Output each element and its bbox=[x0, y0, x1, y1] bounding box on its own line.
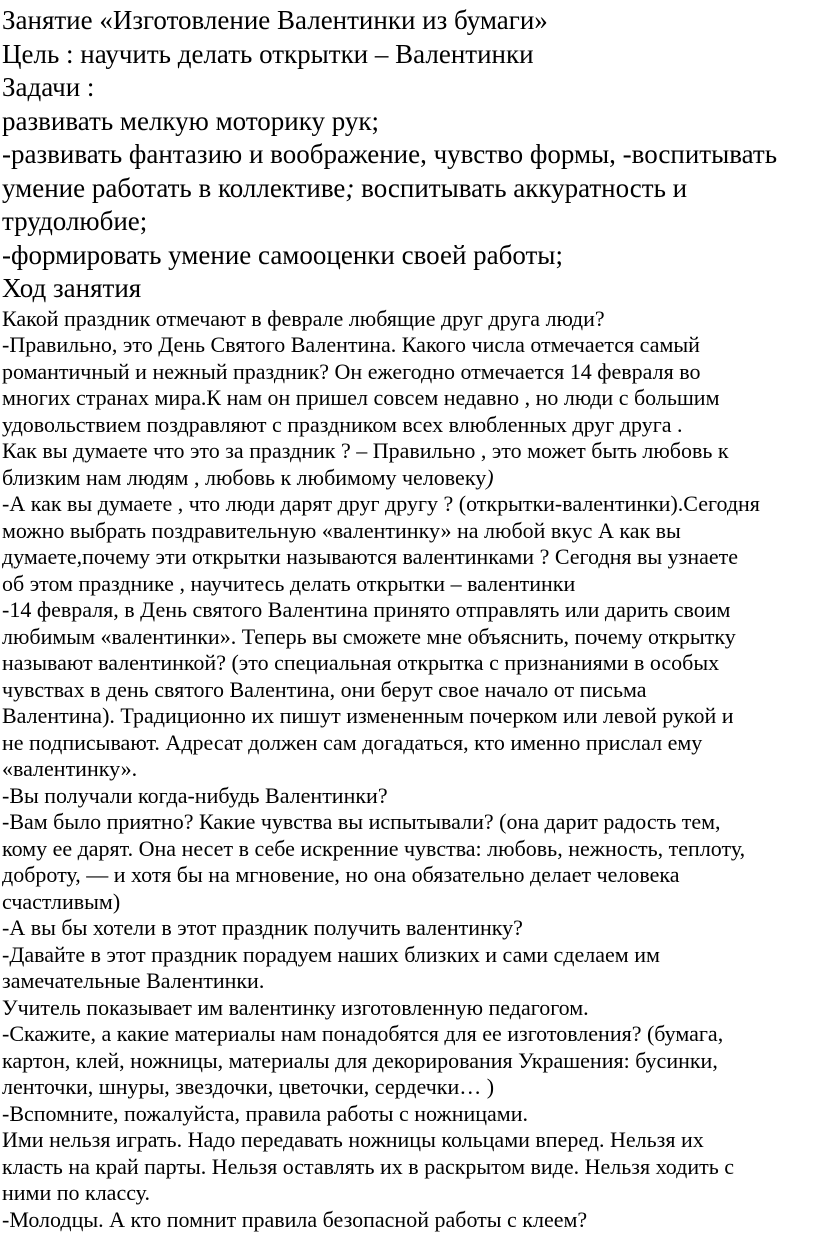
body-line: удовольствием поздравляют с праздником всех влюбленных друг друга . bbox=[2, 411, 683, 437]
task-item-separator: ; bbox=[345, 172, 362, 203]
body-line: -Вспомните, пожалуйста, правила работы с ножницами. bbox=[2, 1100, 528, 1126]
body-line: класть на край парты. Нельзя оставлять их в раскрытом виде. Нельзя ходить с bbox=[2, 1153, 735, 1179]
body-line: называют валентинкой? (это специальная открытка с признаниями в особых bbox=[2, 650, 720, 675]
body-line: чувствах в день святого Валентина, они берут свое начало от письма bbox=[2, 676, 647, 702]
body-line: -Вы получали когда-нибудь Валентинки? bbox=[2, 782, 388, 808]
body-line: Валентина). Традиционно их пишут измененным почерком или левой рукой и bbox=[2, 703, 734, 728]
body-line-text: близким нам людям , любовь к любимому человеку bbox=[2, 464, 487, 490]
body-line bbox=[2, 465, 816, 492]
body-line: любимым «валентинки». Теперь вы сможете мне объяснить, почему открытку bbox=[2, 623, 736, 649]
body-line: об этом празднике , научитесь делать открытки – валентинки bbox=[2, 570, 576, 596]
progress-heading: Ход занятия bbox=[2, 273, 142, 303]
lesson-title: Занятие «Изготовление Валентинки из бумаги» bbox=[2, 5, 548, 35]
body-line: -А вы бы хотели в этот праздник получить валентинку? bbox=[2, 915, 523, 940]
body-line: -Скажите, а какие материалы нам понадобятся для ее изготовления? (бумага, bbox=[2, 1021, 724, 1046]
body-line: Учитель показывает им валентинку изготовленную педагогом. bbox=[2, 994, 589, 1020]
body-line: «валентинку». bbox=[2, 756, 138, 781]
body-line: -14 февраля, в День святого Валентина принято отправлять или дарить своим bbox=[2, 597, 731, 622]
task-item-text: воспитывать аккуратность и bbox=[361, 172, 688, 203]
body-line: романтичный и нежный праздник? Он ежегодно отмечается 14 февраля во bbox=[2, 358, 701, 384]
body-line: счастливым) bbox=[2, 888, 121, 914]
body-line: Ими нельзя играть. Надо передавать ножницы кольцами вперед. Нельзя их bbox=[2, 1127, 704, 1152]
body-line: думаете,почему эти открытки называются валентинками ? Сегодня вы узнаете bbox=[2, 544, 739, 569]
body-line: -Правильно, это День Святого Валентина. Какого числа отмечается самый bbox=[2, 332, 700, 357]
body-line: Какой праздник отмечают в феврале любящие друг друга люди? bbox=[2, 305, 605, 331]
body-line: Как вы думаете что это за праздник ? – Правильно , это может быть любовь к bbox=[2, 438, 729, 463]
body-line: многих странах мира.К нам он пришел совсем недавно , но люди с большим bbox=[2, 385, 720, 410]
body-line: можно выбрать поздравительную «валентинку» на любой вкус А как вы bbox=[2, 517, 681, 543]
body-line: кому ее дарят. Она несет в себе искренние чувства: любовь, нежность, теплоту, bbox=[2, 835, 746, 861]
body-line: -Вам было приятно? Какие чувства вы испытывали? (она дарит радость тем, bbox=[2, 809, 721, 834]
task-item: развивать мелкую моторику рук; bbox=[2, 105, 379, 136]
task-item: -формировать умение самооценки своей работы; bbox=[2, 239, 563, 270]
body-line: -Молодцы. А кто помнит правила безопасной работы с клеем? bbox=[2, 1206, 588, 1232]
body-line: картон, клей, ножницы, материалы для декорирования Украшения: бусинки, bbox=[2, 1047, 718, 1073]
body-line: -А как вы думаете , что люди дарят друг другу ? (открытки-валентинки).Сегодня bbox=[2, 491, 760, 516]
lesson-body bbox=[2, 306, 816, 1234]
body-line: -Давайте в этот праздник порадуем наших близких и сами сделаем им bbox=[2, 941, 660, 967]
task-item-text: умение работать в коллективе bbox=[2, 172, 346, 203]
body-line: ленточки, шнуры, звездочки, цветочки, сердечки… ) bbox=[2, 1074, 495, 1099]
lesson-goal: Цель : научить делать открытки – Валентинки bbox=[2, 38, 534, 69]
body-line: доброту, — и хотя бы на мгновение, но она обязательно делает человека bbox=[2, 862, 680, 887]
body-line: ними по классу. bbox=[2, 1180, 150, 1205]
body-line: замечательные Валентинки. bbox=[2, 968, 265, 993]
body-line: не подписывают. Адресат должен сам догадаться, кто именно прислал ему bbox=[2, 729, 703, 755]
closing-paren: ) bbox=[486, 464, 494, 490]
task-item: -развивать фантазию и воображение, чувство формы, -воспитывать bbox=[2, 139, 778, 169]
task-item bbox=[2, 172, 816, 206]
task-item: трудолюбие; bbox=[2, 206, 148, 236]
tasks-heading: Задачи : bbox=[2, 72, 95, 102]
